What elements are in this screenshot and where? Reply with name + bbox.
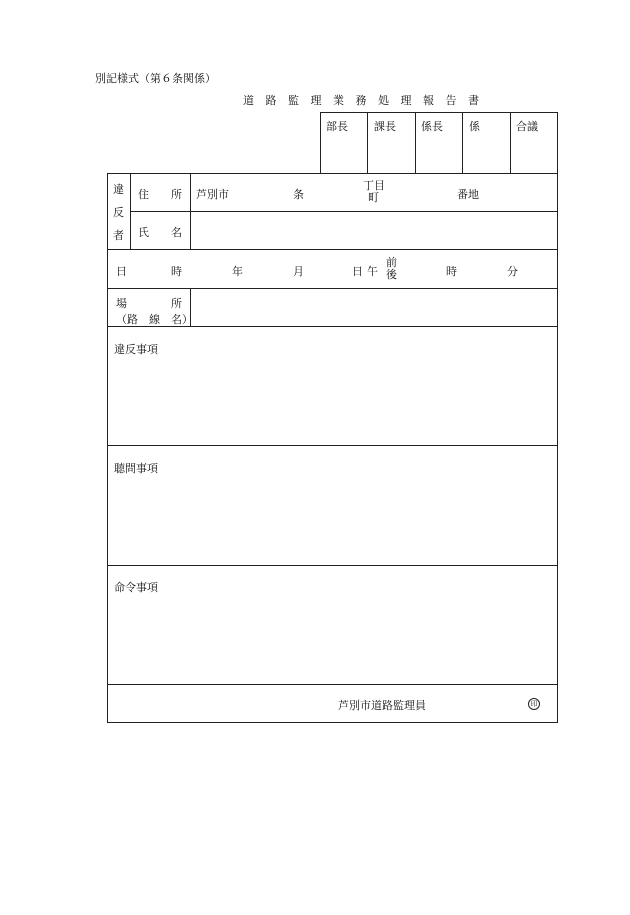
datetime-year: 年: [232, 265, 243, 278]
address-city: 芦別市: [196, 188, 229, 201]
order-field[interactable]: [110, 597, 554, 681]
address-jou: 条: [293, 188, 304, 201]
approval-bucho: 部長: [326, 120, 348, 133]
address-choume: 丁目: [363, 179, 385, 192]
approval-kacho: 課長: [374, 120, 396, 133]
name-label: 氏 名: [138, 226, 182, 239]
violation-label: 違反事項: [114, 343, 158, 356]
place-label: 場 所 （路 線 名）: [116, 297, 193, 326]
form-label: 別記様式（第６条関係）: [95, 72, 216, 85]
address-label: 住 所: [138, 188, 182, 201]
datetime-go: 後: [386, 268, 397, 281]
approval-gougi: 合議: [516, 120, 538, 133]
seal-mark: 印: [528, 698, 540, 710]
datetime-minute: 分: [507, 265, 518, 278]
datetime-month: 月: [293, 265, 304, 278]
name-field[interactable]: [192, 213, 554, 247]
datetime-gozen-prefix: 午: [367, 265, 378, 278]
address-machi: 町: [368, 191, 379, 204]
datetime-day: 日: [352, 265, 363, 278]
violation-field[interactable]: [110, 358, 554, 442]
datetime-hour: 時: [446, 265, 457, 278]
approval-kakaricho: 係長: [421, 120, 443, 133]
violator-group-label: 違 反 者: [113, 183, 124, 242]
order-label: 命令事項: [114, 581, 158, 594]
hearing-label: 聴問事項: [114, 462, 158, 475]
address-banchi: 番地: [457, 188, 479, 201]
datetime-label: 日 時: [116, 265, 182, 278]
hearing-field[interactable]: [110, 478, 554, 562]
officer-label: 芦別市道路監理員: [338, 699, 426, 712]
document-title: 道 路 監 理 業 務 処 理 報 告 書: [243, 94, 483, 107]
place-field[interactable]: [192, 290, 554, 324]
datetime-zen: 前: [386, 256, 397, 269]
approval-kakari: 係: [469, 120, 480, 133]
